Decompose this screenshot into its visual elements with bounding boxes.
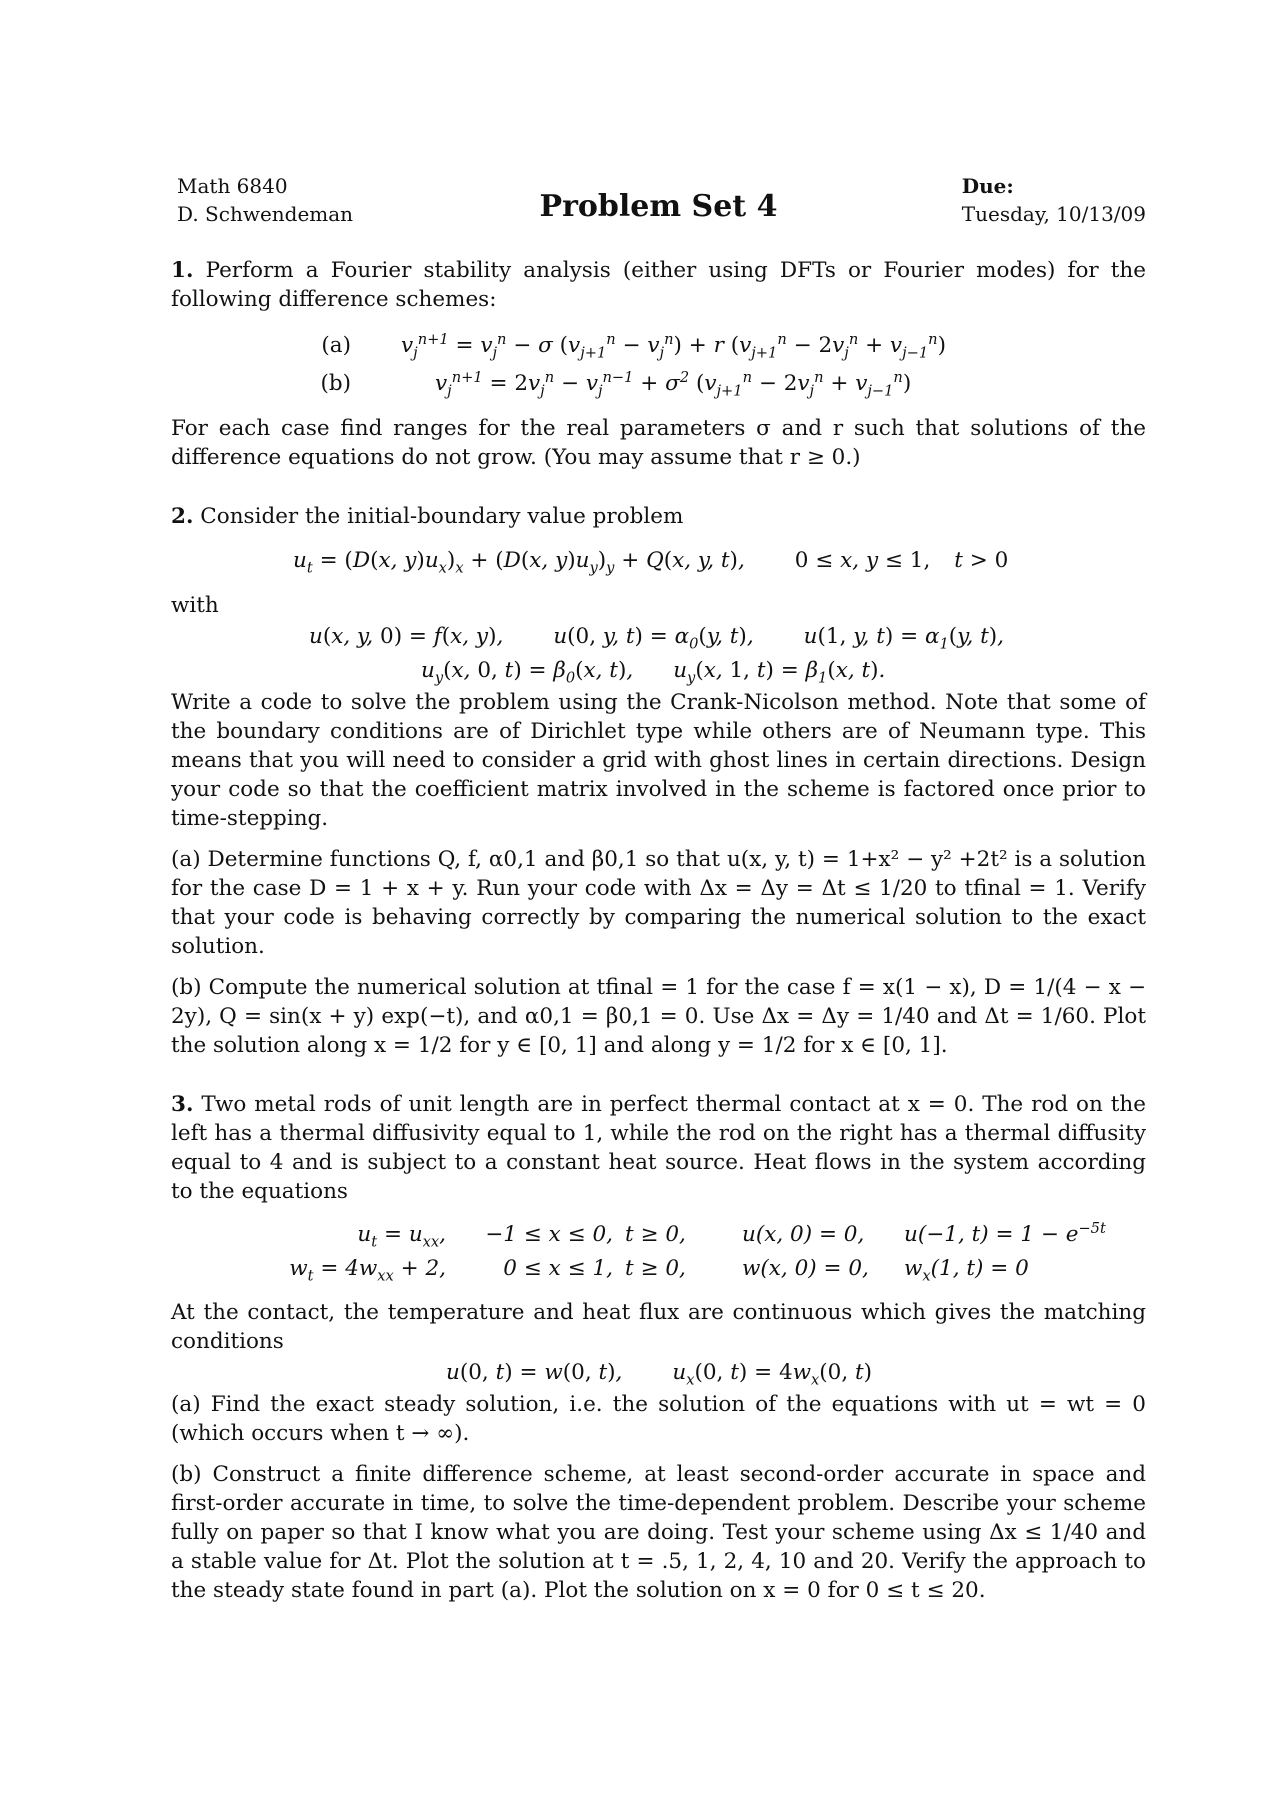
scheme-b [171,364,1146,402]
problem-3-matching-text: At the contact, the temperature and heat flux are continuous which gives the matching conditions [171,1300,1146,1354]
boundary-conditions-row-1: u(x, y, 0) = f(x, y), u(0, y, $t) = \alpha_0(y$, t), u(1, y, $t) = \alpha_1(y$, t), [309,624,1004,653]
boundary-conditions-row-2: $u_y(x$, 0, $t) = \beta_0(x$, t), $u_y(x$, 1, $t) = \beta_1(x$, t). [421,658,886,687]
problem-1-intro: 1. Perform a Fourier stability analysis (either using DFTs or Fourier modes) for the following difference schemes: [171,258,1146,312]
problem-3-intro: 3. Two metal rods of unit length are in perfect thermal contact at x = 0. The rod on the left has a thermal diffusivity equal to 1, while the rod on the right has a thermal diffusity equal to 4 and is subject to a constant heat source. Heat flows in the system according to the equations [171,1092,1146,1204]
problem-3-part-b: (b) Construct a finite difference scheme, at least second-order accurate in space and first-order accurate in time, to solve the time-dependent problem. Describe your scheme fully on paper so that I know what you are doing. Test your scheme using Δx ≤ 1/40 and a stable value for Δt. Plot the solution at t = .5, 1, 2, 4, 10 and 20. Verify the approach to the steady state found in part (a). Plot the solution on x = 0 for 0 ≤ t ≤ 20. [171,1462,1146,1603]
due-date: Tuesday, 10/13/09 [961,202,1146,226]
domain-left-rod: −1 ≤ x ≤ 0, [485,1222,613,1247]
with-label: with [171,593,219,618]
instructor-name: D. Schwendeman [177,202,354,226]
header-right [962,172,1146,228]
problem-2-part-b: (b) Compute the numerical solution at tfinal = 1 for the case f = x(1 − x), D = 1/(4 − x − 2y), Q = sin(x + y) exp(−t), and α0,1 = β0,1 = 0. Use Δx = Δy = 1/40 and Δt = 1/60. Plot the solution along x = 1/2 for y ∈ [0, 1] and along y = 1/2 for x ∈ [0, 1]. [171,975,1146,1058]
boundary-left-rod: u(−1, $t) = 1 - e^{-5t}$ [904,1219,1106,1247]
initial-left-rod: u(x, 0) = 0, [742,1222,865,1247]
domain-right-rod: 0 ≤ x ≤ 1, [503,1256,613,1281]
pde-equation: $u_t = (D(x$, $y)u_x)_x + (D(x$, $y)u_y)_y + Q(x$, y, t), 0 ≤ x, y ≤ 1, t > 0 [293,548,1009,577]
problem-2-code-text: Write a code to solve the problem using the Crank-Nicolson method. Note that some of the boundary conditions are of Dirichlet type while others are of Neumann type. This means that you will need to consider a grid with ghost lines in certain directions. Design your code so that the coefficient matrix involved in the scheme is factored once prior to time-stepping. [171,690,1146,831]
scheme-b-label: (b) [320,370,351,396]
initial-right-rod: w(x, 0) = 0, [742,1256,869,1281]
scheme-a-equation: $v_j^{n+1} = v_j^n - \sigma$ $(v_{j+1}^n - v_j^n) + r$ $(v_{j+1}^n - 2v_j^n + v_{j-1}^n)$ [401,330,946,361]
eq-right-rod: $w_t = 4w_{xx} + 2$, [289,1256,446,1285]
eq-left-rod: $u_t = u_{xx}$, [357,1222,446,1251]
scheme-b-equation: $v_j^{n+1} = 2v_j^n - v_j^{n-1} + \sigma^2$ $(v_{j+1}^n - 2v_j^n + v_{j-1}^n)$ [435,368,912,399]
page-title: Problem Set 4 [539,189,778,224]
scheme-a [171,326,1146,364]
heat-equations-table [286,1218,1146,1286]
matching-conditions: u(0, t) = w(0, t), $u_x(0$, $t) = 4w_x(0$, t) [446,1360,873,1389]
due-label: Due: [961,174,1014,198]
problem-set-page [171,172,1146,1605]
problem-2-part-a: (a) Determine functions Q, f, α0,1 and β0,1 so that u(x, y, t) = 1+x² − y² +2t² is a solution for the case D = 1 + x + y. Run your code with Δx = Δy = Δt ≤ 1/20 to tfinal = 1. Verify that your code is behaving correctly by comparing the numerical solution to the exact solution. [171,847,1146,959]
problem-3-number: 3. [171,1092,194,1117]
course-name: Math 6840 [177,174,288,198]
time-left-rod: t ≥ 0, [625,1222,686,1247]
time-right-rod: t ≥ 0, [625,1256,686,1281]
problem-3-part-a: (a) Find the exact steady solution, i.e. the solution of the equations with ut = wt = 0 (which occurs when t → ∞). [171,1392,1146,1446]
header [171,172,1146,234]
problem-2-number: 2. [171,504,194,529]
problem-1-number: 1. [171,258,194,283]
problem-2-intro: 2. Consider the initial-boundary value problem [171,504,684,529]
scheme-a-label: (a) [321,332,351,358]
boundary-right-rod: $w_x(1$, t) = 0 [904,1256,1029,1285]
problem-1-closing: For each case find ranges for the real parameters σ and r such that solutions of the difference equations do not grow. (You may assume that r ≥ 0.) [171,416,1146,470]
